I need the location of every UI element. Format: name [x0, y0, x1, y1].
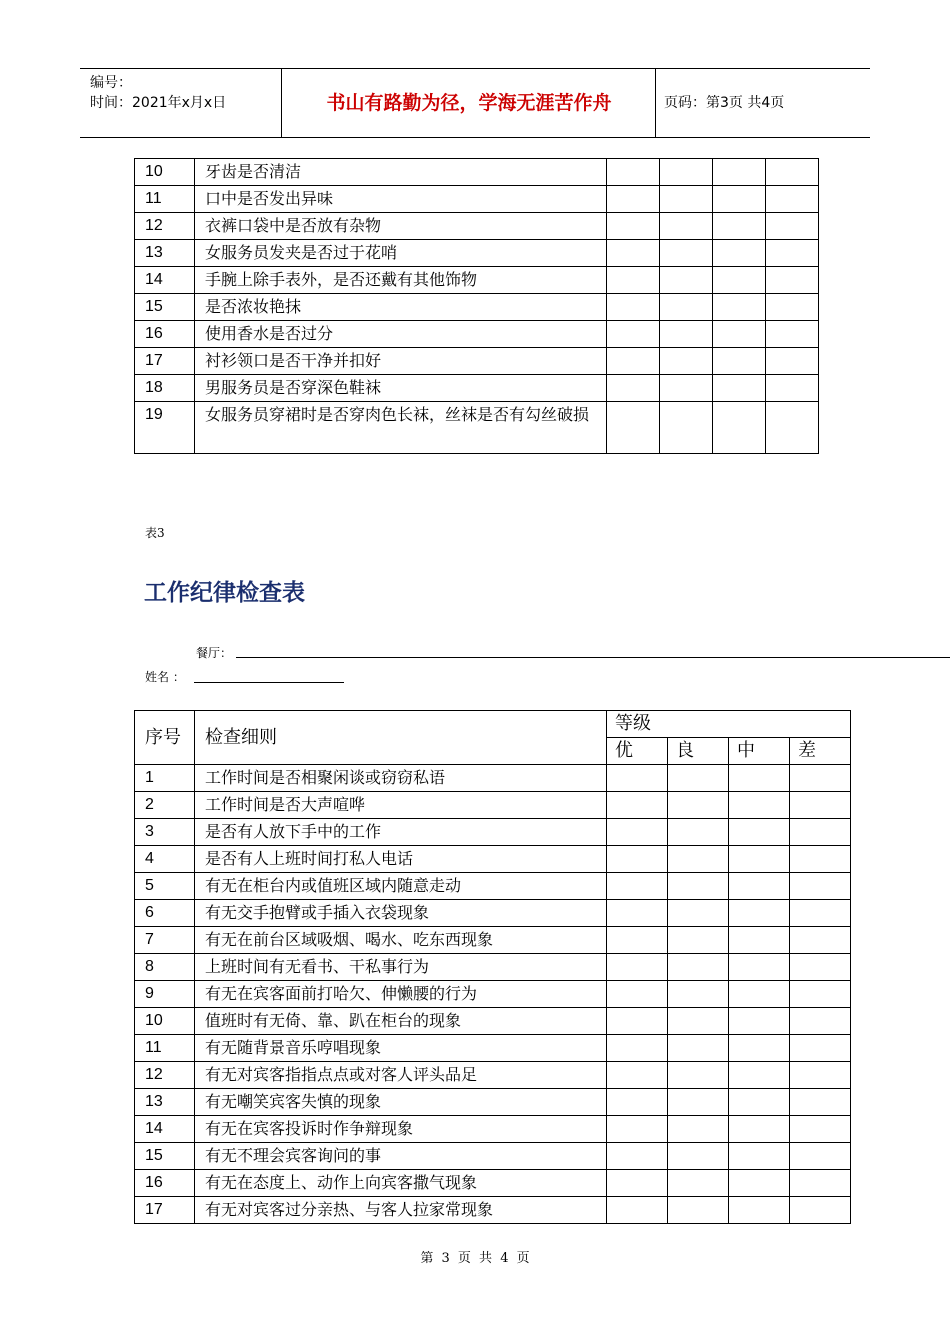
grade-poor-cell[interactable] — [766, 294, 819, 321]
table-row — [135, 321, 819, 348]
grade-poor-cell[interactable] — [790, 1143, 851, 1170]
grade-good-cell[interactable] — [660, 294, 713, 321]
grade-fair-cell[interactable] — [713, 186, 766, 213]
row-number: 16 — [135, 1170, 195, 1197]
table-row — [135, 1170, 851, 1197]
grade-poor-cell[interactable] — [766, 186, 819, 213]
grade-poor-cell[interactable] — [790, 819, 851, 846]
grade-excellent: 优 — [607, 738, 668, 765]
row-number: 17 — [135, 1197, 195, 1224]
grade-good-cell[interactable] — [668, 954, 729, 981]
grade-good-cell[interactable] — [668, 1008, 729, 1035]
grade-poor-cell[interactable] — [790, 792, 851, 819]
row-detail: 手腕上除手表外，是否还戴有其他饰物 — [195, 267, 607, 294]
grade-poor-cell[interactable] — [790, 1197, 851, 1224]
table-row — [135, 846, 851, 873]
grade-fair-cell[interactable] — [729, 1143, 790, 1170]
row-detail: 有无在宾客面前打哈欠、伸懒腰的行为 — [195, 981, 607, 1008]
row-number: 6 — [135, 900, 195, 927]
row-detail: 有无对宾客过分亲热、与客人拉家常现象 — [195, 1197, 607, 1224]
grade-fair-cell[interactable] — [729, 954, 790, 981]
grade-good-cell[interactable] — [668, 1197, 729, 1224]
grade-poor-cell[interactable] — [790, 1008, 851, 1035]
grade-excellent-cell[interactable] — [607, 159, 660, 186]
time-label: 时间：2021年x月x日 — [90, 95, 227, 111]
grade-excellent-cell[interactable] — [607, 402, 660, 454]
row-number: 11 — [135, 1035, 195, 1062]
grade-excellent-cell[interactable] — [607, 1008, 668, 1035]
grade-poor-cell[interactable] — [790, 873, 851, 900]
table-row — [135, 1008, 851, 1035]
appearance-check-table — [134, 158, 819, 454]
head-no: 序号 — [135, 711, 195, 765]
grade-excellent-cell[interactable] — [607, 1089, 668, 1116]
grade-good-cell[interactable] — [668, 1035, 729, 1062]
row-detail: 有无不理会宾客询问的事 — [195, 1143, 607, 1170]
grade-fair-cell[interactable] — [713, 213, 766, 240]
grade-fair-cell[interactable] — [729, 1008, 790, 1035]
grade-excellent-cell[interactable] — [607, 1035, 668, 1062]
grade-fair: 中 — [729, 738, 790, 765]
table-row — [135, 267, 819, 294]
row-number: 2 — [135, 792, 195, 819]
restaurant-input-line[interactable] — [236, 657, 950, 658]
name-label: 姓名 ： — [145, 670, 185, 684]
row-number: 3 — [135, 819, 195, 846]
table-row — [135, 1143, 851, 1170]
grade-excellent-cell[interactable] — [607, 267, 660, 294]
grade-fair-cell[interactable] — [713, 240, 766, 267]
row-detail: 是否有人上班时间打私人电话 — [195, 846, 607, 873]
row-detail: 女服务员发夹是否过于花哨 — [195, 240, 607, 267]
row-detail: 上班时间有无看书、干私事行为 — [195, 954, 607, 981]
head-detail: 检查细则 — [195, 711, 607, 765]
section-title: 工作纪律检查表 — [144, 579, 305, 606]
row-number: 17 — [135, 348, 195, 375]
row-number: 15 — [135, 294, 195, 321]
grade-fair-cell[interactable] — [729, 1170, 790, 1197]
table-row — [135, 954, 851, 981]
table-row — [135, 348, 819, 375]
grade-poor-cell[interactable] — [790, 846, 851, 873]
grade-good-cell[interactable] — [668, 819, 729, 846]
table-row — [135, 1062, 851, 1089]
grade-excellent-cell[interactable] — [607, 1143, 668, 1170]
grade-excellent-cell[interactable] — [607, 213, 660, 240]
grade-fair-cell[interactable] — [729, 873, 790, 900]
grade-excellent-cell[interactable] — [607, 846, 668, 873]
row-detail: 有无在态度上、动作上向宾客撒气现象 — [195, 1170, 607, 1197]
grade-fair-cell[interactable] — [729, 981, 790, 1008]
grade-poor-cell[interactable] — [790, 954, 851, 981]
restaurant-label: 餐厅： — [196, 646, 233, 660]
grade-excellent-cell[interactable] — [607, 186, 660, 213]
page-footer: 第 3 页 共 4 页 — [420, 1251, 530, 1266]
table-row — [135, 159, 819, 186]
grade-excellent-cell[interactable] — [607, 348, 660, 375]
grade-poor-cell[interactable] — [766, 348, 819, 375]
row-number: 14 — [135, 267, 195, 294]
row-detail: 值班时有无倚、靠、趴在柜台的现象 — [195, 1008, 607, 1035]
table-row — [135, 213, 819, 240]
grade-good-cell[interactable] — [660, 375, 713, 402]
grade-fair-cell[interactable] — [729, 819, 790, 846]
grade-poor-cell[interactable] — [790, 765, 851, 792]
table-row — [135, 981, 851, 1008]
grade-excellent-cell[interactable] — [607, 900, 668, 927]
row-detail: 男服务员是否穿深色鞋袜 — [195, 375, 607, 402]
table-row — [135, 375, 819, 402]
grade-good-cell[interactable] — [660, 240, 713, 267]
row-number: 13 — [135, 240, 195, 267]
row-detail: 工作时间是否相聚闲谈或窃窃私语 — [195, 765, 607, 792]
row-number: 18 — [135, 375, 195, 402]
grade-fair-cell[interactable] — [729, 1089, 790, 1116]
grade-fair-cell[interactable] — [729, 792, 790, 819]
row-number: 11 — [135, 186, 195, 213]
name-input-line[interactable] — [194, 682, 344, 683]
grade-good-cell[interactable] — [668, 792, 729, 819]
row-number: 15 — [135, 1143, 195, 1170]
row-detail: 是否浓妆艳抹 — [195, 294, 607, 321]
grade-good-cell[interactable] — [660, 267, 713, 294]
row-detail: 女服务员穿裙时是否穿肉色长袜，丝袜是否有勾丝破损 — [195, 402, 607, 454]
row-detail: 牙齿是否清洁 — [195, 159, 607, 186]
grade-fair-cell[interactable] — [729, 927, 790, 954]
table-label: 表3 — [145, 526, 165, 540]
grade-good-cell[interactable] — [668, 846, 729, 873]
grade-good-cell[interactable] — [668, 900, 729, 927]
row-detail: 有无在前台区域吸烟、喝水、吃东西现象 — [195, 927, 607, 954]
row-number: 10 — [135, 159, 195, 186]
grade-poor-cell[interactable] — [766, 267, 819, 294]
grade-good-cell[interactable] — [660, 348, 713, 375]
grade-excellent-cell[interactable] — [607, 927, 668, 954]
grade-excellent-cell[interactable] — [607, 294, 660, 321]
table-row — [135, 294, 819, 321]
grade-fair-cell[interactable] — [713, 321, 766, 348]
grade-excellent-cell[interactable] — [607, 1062, 668, 1089]
grade-poor-cell[interactable] — [790, 1170, 851, 1197]
table-row — [135, 765, 851, 792]
row-number: 13 — [135, 1089, 195, 1116]
table-row — [135, 1197, 851, 1224]
grade-fair-cell[interactable] — [729, 1197, 790, 1224]
grade-excellent-cell[interactable] — [607, 1197, 668, 1224]
grade-good-cell[interactable] — [660, 402, 713, 454]
grade-excellent-cell[interactable] — [607, 1116, 668, 1143]
table-row — [135, 900, 851, 927]
grade-poor: 差 — [790, 738, 851, 765]
grade-good: 良 — [668, 738, 729, 765]
grade-good-cell[interactable] — [660, 159, 713, 186]
row-number: 12 — [135, 1062, 195, 1089]
row-detail: 使用香水是否过分 — [195, 321, 607, 348]
grade-good-cell[interactable] — [660, 213, 713, 240]
row-detail: 是否有人放下手中的工作 — [195, 819, 607, 846]
table-row — [135, 819, 851, 846]
table-row — [135, 1089, 851, 1116]
grade-good-cell[interactable] — [668, 981, 729, 1008]
table-row — [135, 927, 851, 954]
row-detail: 有无在宾客投诉时作争辩现象 — [195, 1116, 607, 1143]
grade-good-cell[interactable] — [660, 186, 713, 213]
grade-poor-cell[interactable] — [790, 1035, 851, 1062]
table-row — [135, 402, 819, 454]
grade-good-cell[interactable] — [668, 1089, 729, 1116]
grade-excellent-cell[interactable] — [607, 765, 668, 792]
grade-fair-cell[interactable] — [729, 1116, 790, 1143]
grade-fair-cell[interactable] — [729, 1035, 790, 1062]
grade-excellent-cell[interactable] — [607, 792, 668, 819]
header-page-info: 页码：第3页 共4页 — [664, 95, 785, 111]
grade-poor-cell[interactable] — [790, 981, 851, 1008]
grade-good-cell[interactable] — [668, 1062, 729, 1089]
grade-fair-cell[interactable] — [729, 846, 790, 873]
grade-excellent-cell[interactable] — [607, 375, 660, 402]
row-number: 4 — [135, 846, 195, 873]
grade-poor-cell[interactable] — [766, 159, 819, 186]
grade-poor-cell[interactable] — [766, 321, 819, 348]
grade-good-cell[interactable] — [668, 873, 729, 900]
grade-excellent-cell[interactable] — [607, 981, 668, 1008]
grade-excellent-cell[interactable] — [607, 819, 668, 846]
grade-excellent-cell[interactable] — [607, 1170, 668, 1197]
table-row — [135, 1116, 851, 1143]
grade-poor-cell[interactable] — [766, 213, 819, 240]
grade-poor-cell[interactable] — [766, 402, 819, 454]
grade-poor-cell[interactable] — [790, 900, 851, 927]
grade-fair-cell[interactable] — [713, 402, 766, 454]
grade-poor-cell[interactable] — [790, 1116, 851, 1143]
grade-poor-cell[interactable] — [766, 240, 819, 267]
header-motto: 书山有路勤为径，学海无涯苦作舟 — [283, 69, 656, 137]
row-detail: 有无随背景音乐哼唱现象 — [195, 1035, 607, 1062]
page-header — [80, 68, 870, 138]
row-number: 9 — [135, 981, 195, 1008]
row-number: 7 — [135, 927, 195, 954]
row-number: 16 — [135, 321, 195, 348]
grade-fair-cell[interactable] — [713, 375, 766, 402]
grade-fair-cell[interactable] — [729, 765, 790, 792]
row-detail: 衣裤口袋中是否放有杂物 — [195, 213, 607, 240]
row-number: 12 — [135, 213, 195, 240]
grade-excellent-cell[interactable] — [607, 240, 660, 267]
header-meta — [80, 69, 282, 137]
code-label: 编号： — [90, 75, 132, 91]
grade-poor-cell[interactable] — [790, 1089, 851, 1116]
row-number: 8 — [135, 954, 195, 981]
head-grade: 等级 — [607, 711, 851, 738]
grade-fair-cell[interactable] — [729, 900, 790, 927]
grade-fair-cell[interactable] — [729, 1062, 790, 1089]
row-detail: 口中是否发出异味 — [195, 186, 607, 213]
grade-good-cell[interactable] — [668, 1143, 729, 1170]
grade-good-cell[interactable] — [668, 765, 729, 792]
grade-excellent-cell[interactable] — [607, 954, 668, 981]
table-row — [135, 186, 819, 213]
table-row — [135, 1035, 851, 1062]
row-detail: 衬衫领口是否干净并扣好 — [195, 348, 607, 375]
grade-excellent-cell[interactable] — [607, 321, 660, 348]
row-detail: 有无嘲笑宾客失慎的现象 — [195, 1089, 607, 1116]
row-number: 5 — [135, 873, 195, 900]
grade-excellent-cell[interactable] — [607, 873, 668, 900]
grade-fair-cell[interactable] — [713, 267, 766, 294]
row-number: 14 — [135, 1116, 195, 1143]
row-detail: 有无在柜台内或值班区域内随意走动 — [195, 873, 607, 900]
row-number: 19 — [135, 402, 195, 454]
grade-fair-cell[interactable] — [713, 159, 766, 186]
grade-good-cell[interactable] — [660, 321, 713, 348]
row-detail: 有无对宾客指指点点或对客人评头品足 — [195, 1062, 607, 1089]
row-detail: 工作时间是否大声喧哗 — [195, 792, 607, 819]
row-number: 10 — [135, 1008, 195, 1035]
grade-good-cell[interactable] — [668, 1116, 729, 1143]
grade-poor-cell[interactable] — [790, 927, 851, 954]
table-row — [135, 240, 819, 267]
grade-poor-cell[interactable] — [790, 1062, 851, 1089]
work-discipline-table — [134, 710, 851, 1224]
grade-fair-cell[interactable] — [713, 348, 766, 375]
table-row — [135, 792, 851, 819]
grade-poor-cell[interactable] — [766, 375, 819, 402]
row-detail: 有无交手抱臂或手插入衣袋现象 — [195, 900, 607, 927]
row-number: 1 — [135, 765, 195, 792]
grade-good-cell[interactable] — [668, 927, 729, 954]
table-row — [135, 873, 851, 900]
grade-good-cell[interactable] — [668, 1170, 729, 1197]
grade-fair-cell[interactable] — [713, 294, 766, 321]
